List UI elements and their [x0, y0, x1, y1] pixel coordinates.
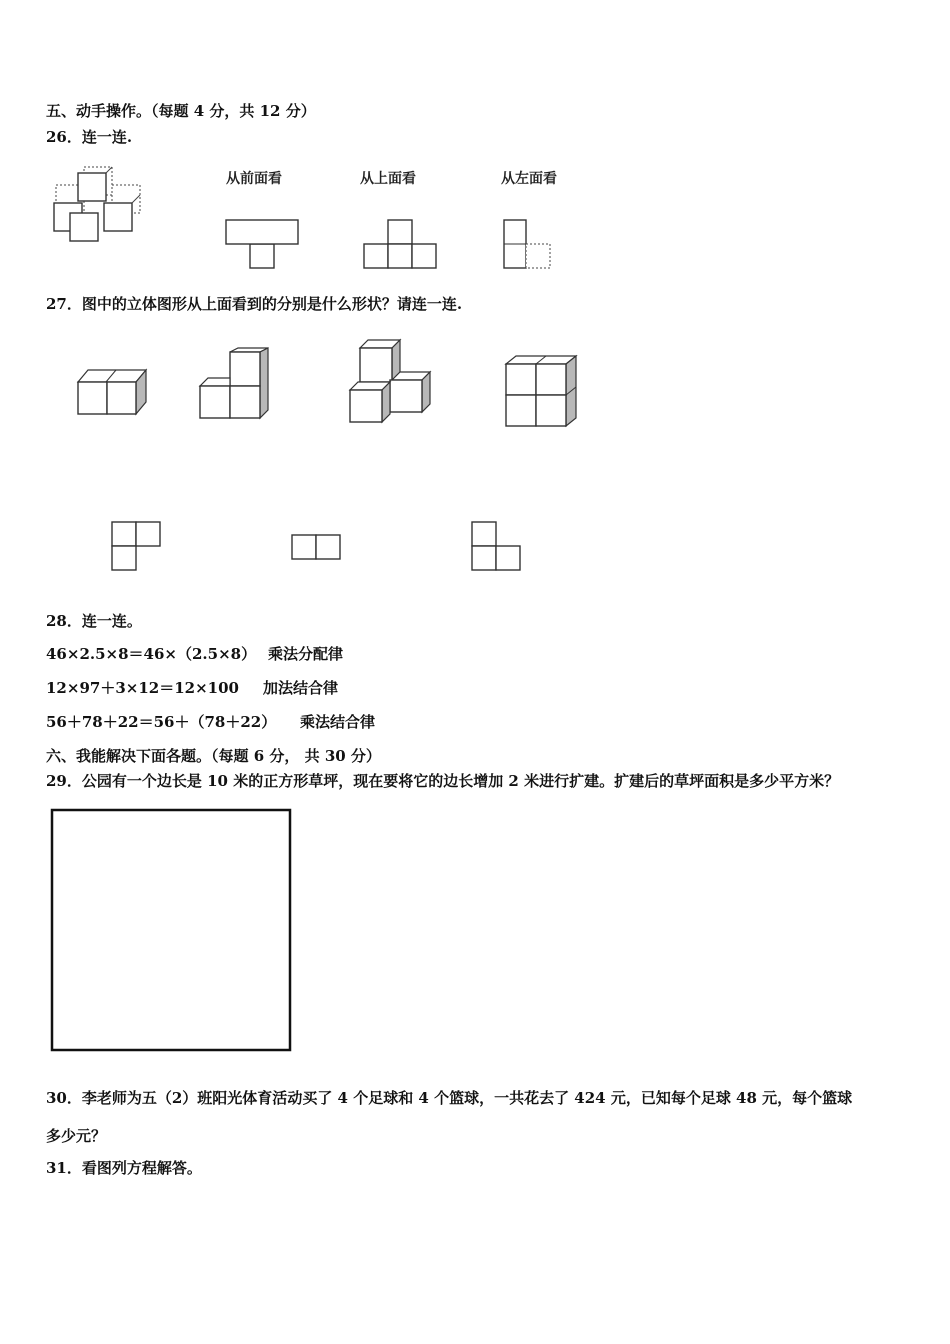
- q26-title: 26．连一连.: [46, 128, 133, 146]
- view-label-left: 从左面看: [501, 171, 557, 187]
- q30-text-line2: 多少元？: [46, 1127, 107, 1145]
- q29-square-lawn: [50, 808, 294, 1054]
- q27-solid-3: [348, 340, 434, 424]
- q27-solid-1: [76, 364, 152, 418]
- q27-top-view-c: [470, 520, 524, 574]
- q28-law-1: 乘法分配律: [268, 645, 344, 663]
- q28-equation-2: 12×97＋3×12＝12×100: [46, 679, 239, 697]
- q27-solid-2: [198, 346, 274, 422]
- view-label-front: 从前面看: [226, 171, 282, 187]
- q28-law-2: 加法结合律: [263, 679, 339, 697]
- view-label-top: 从上面看: [360, 171, 416, 187]
- q27-solid-4: [504, 354, 580, 430]
- q26-front-view: [224, 218, 300, 272]
- q26-solid-figure: [50, 165, 150, 245]
- q28-equation-3: 56＋78＋22＝56＋（78＋22）: [46, 713, 277, 731]
- q26-top-view: [362, 218, 440, 272]
- q27-top-view-a: [110, 520, 164, 574]
- q26-left-view: [502, 218, 556, 272]
- q27-top-view-b: [290, 533, 344, 563]
- q28-law-3: 乘法结合律: [300, 713, 376, 731]
- section-6-heading: 六、我能解决下面各题。（每题 6 分， 共 30 分）: [46, 747, 381, 765]
- q28-title: 28．连一连。: [46, 612, 142, 630]
- q28-equation-1: 46×2.5×8＝46×（2.5×8）: [46, 645, 257, 663]
- q27-title: 27．图中的立体图形从上面看到的分别是什么形状？请连一连.: [46, 295, 463, 313]
- section-5-heading: 五、动手操作。（每题 4 分，共 12 分）: [46, 102, 316, 120]
- q29-text: 29．公园有一个边长是 10 米的正方形草坪，现在要将它的边长增加 2 米进行扩建。扩建后的草坪面积是多少平方米？: [46, 772, 840, 790]
- q31-text: 31．看图列方程解答。: [46, 1159, 202, 1177]
- q30-text-line1: 30．李老师为五（2）班阳光体育活动买了 4 个足球和 4 个篮球，一共花去了 424 元，已知每个足球 48 元，每个篮球: [46, 1089, 853, 1107]
